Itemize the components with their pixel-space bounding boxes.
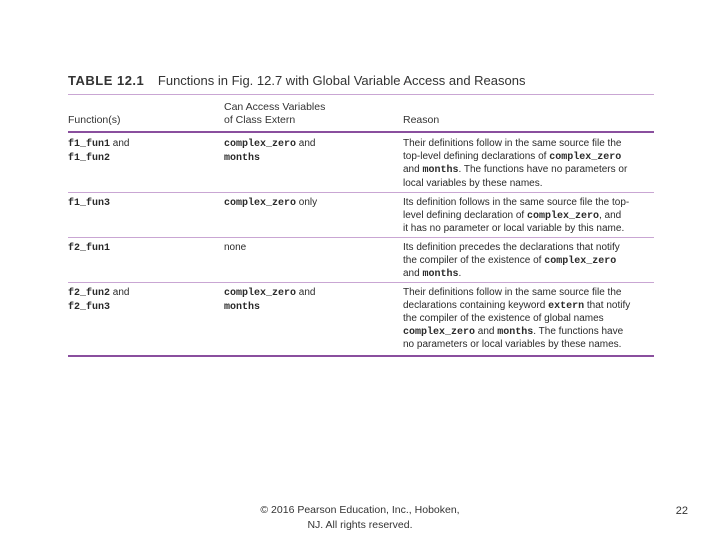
prose-text: . The functions have no parameters or — [458, 164, 628, 175]
table-title — [68, 73, 525, 88]
code-text: complex_zero — [526, 210, 599, 222]
function-cell — [68, 242, 218, 256]
prose-text: and — [110, 138, 130, 149]
prose-text: Its definition precedes the declarations that notify — [403, 242, 620, 253]
header-access-line2: of Class Extern — [224, 114, 296, 126]
prose-text: the compiler of the existence of global names — [403, 313, 604, 324]
code-text: months — [422, 269, 459, 280]
prose-text: and — [296, 138, 316, 149]
code-text: f1_fun3 — [68, 198, 111, 209]
code-text: complex_zero — [224, 139, 297, 150]
prose-text: and — [296, 287, 316, 298]
prose-text: and — [403, 164, 423, 175]
table-bottom-rule — [68, 355, 654, 357]
access-cell — [224, 242, 394, 255]
code-text: f2_fun1 — [68, 243, 111, 254]
prose-text: and — [475, 325, 498, 337]
function-cell — [68, 197, 218, 211]
code-text: complex_zero — [403, 326, 476, 338]
header-function: Function(s) — [68, 114, 121, 126]
header-access — [224, 101, 325, 127]
prose-text: declarations containing keyword — [403, 299, 549, 311]
prose-text: no parameters or local variables by these names. — [403, 339, 622, 350]
code-text: f1_fun2 — [68, 152, 111, 164]
reason-cell — [403, 138, 653, 190]
code-text: complex_zero — [224, 198, 297, 209]
prose-text: Its definition follows in the same source file the top- — [403, 197, 630, 208]
code-text: months — [224, 301, 261, 313]
function-cell — [68, 138, 218, 165]
code-text: months — [497, 326, 534, 338]
prose-text: local variables by these names. — [403, 177, 543, 189]
code-text: months — [422, 165, 459, 176]
row-divider — [68, 237, 654, 238]
prose-text: , and — [599, 209, 622, 221]
reason-cell — [403, 242, 653, 282]
prose-text: it has no parameter or local variable by this name. — [403, 223, 625, 234]
prose-text: and — [110, 287, 130, 298]
page-number: 22 — [675, 505, 688, 517]
header-reason: Reason — [403, 114, 440, 126]
prose-text: Their definitions follow in the same source file the — [403, 287, 622, 298]
prose-text: . — [458, 268, 462, 279]
code-text: extern — [548, 300, 585, 312]
access-cell — [224, 197, 394, 211]
header-bottom-rule — [68, 131, 654, 133]
prose-text: that notify — [584, 299, 631, 311]
row-divider — [68, 282, 654, 283]
copyright-line1: © 2016 Pearson Education, Inc., Hoboken, — [260, 504, 460, 516]
function-cell — [68, 287, 218, 314]
prose-text: level defining declaration of — [403, 209, 527, 221]
code-text: f1_fun1 — [68, 139, 111, 150]
prose-text: and — [403, 268, 423, 279]
reason-cell — [403, 287, 653, 352]
code-text: f2_fun3 — [68, 301, 111, 313]
code-text: complex_zero — [224, 288, 297, 299]
prose-text: none — [224, 242, 247, 253]
access-cell — [224, 138, 394, 165]
header-access-line1: Can Access Variables — [224, 101, 326, 113]
prose-text: top-level defining declarations of — [403, 150, 550, 162]
code-text: complex_zero — [549, 151, 622, 163]
code-text: months — [224, 152, 261, 164]
prose-text: . The functions have — [533, 325, 624, 337]
copyright-footer — [240, 503, 480, 533]
table-caption: Functions in Fig. 12.7 with Global Variable Access and Reasons — [157, 73, 526, 88]
row-divider — [68, 192, 654, 193]
copyright-line2: NJ. All rights reserved. — [307, 519, 413, 531]
access-cell — [224, 287, 394, 314]
prose-text: the compiler of the existence of — [403, 254, 545, 266]
code-text: complex_zero — [544, 255, 617, 267]
prose-text: only — [296, 197, 318, 208]
code-text: f2_fun2 — [68, 288, 111, 299]
header-top-rule — [68, 94, 654, 95]
prose-text: Their definitions follow in the same source file the — [403, 138, 622, 149]
reason-cell — [403, 197, 653, 236]
table-number: TABLE 12.1 — [68, 73, 145, 88]
